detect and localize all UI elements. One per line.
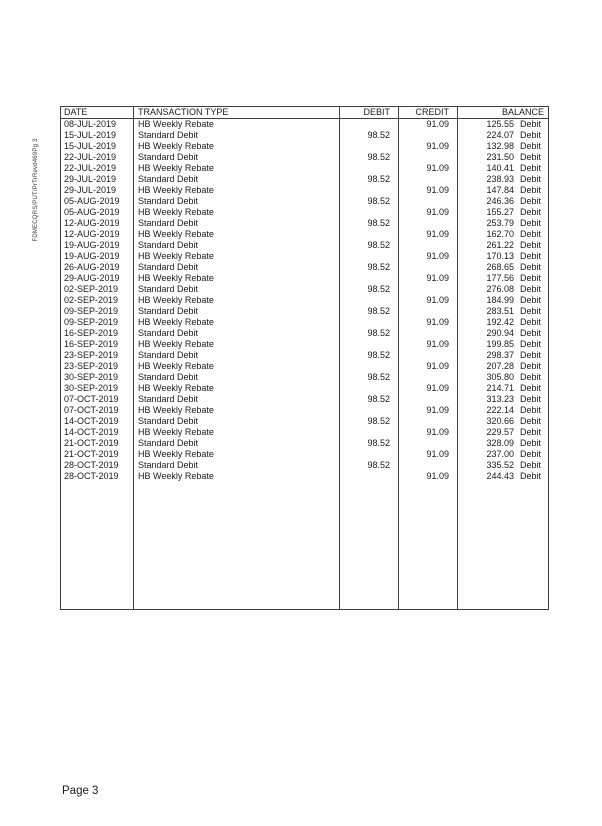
cell-credit (398, 152, 457, 163)
cell-date: 05-AUG-2019 (64, 196, 120, 206)
balance-suffix: Debit (520, 438, 542, 448)
header-credit: CREDIT (398, 107, 457, 118)
balance-amount: 132.98 (486, 141, 514, 151)
balance-amount: 305.80 (486, 372, 514, 382)
cell-date: 15-JUL-2019 (64, 130, 117, 140)
cell-balance (457, 284, 548, 295)
header-date: DATE (64, 107, 88, 117)
balance-suffix: Debit (520, 284, 542, 294)
table-row (61, 350, 548, 361)
table-row (61, 295, 548, 306)
table-row (61, 251, 548, 262)
cell-transaction-type: Standard Debit (133, 262, 339, 273)
balance-suffix: Debit (520, 383, 542, 393)
table-row (61, 119, 548, 130)
table-row (61, 273, 548, 284)
balance-amount: 207.28 (486, 361, 514, 371)
table-header-row (61, 107, 548, 119)
balance-suffix: Debit (520, 152, 542, 162)
cell-balance (457, 361, 548, 372)
cell-credit (398, 372, 457, 383)
cell-debit: 98.52 (339, 328, 398, 339)
balance-amount: 283.51 (486, 306, 514, 316)
cell-date: 14-OCT-2019 (64, 427, 119, 437)
cell-debit (339, 339, 398, 350)
cell-balance (457, 240, 548, 251)
balance-suffix: Debit (520, 317, 542, 327)
cell-date: 09-SEP-2019 (64, 306, 119, 316)
cell-transaction-type: Standard Debit (133, 174, 339, 185)
cell-transaction-type: HB Weekly Rebate (133, 119, 339, 130)
cell-credit: 91.09 (398, 449, 457, 460)
cell-credit: 91.09 (398, 163, 457, 174)
transaction-table (60, 106, 549, 610)
balance-amount: 335.52 (486, 460, 514, 470)
cell-credit (398, 328, 457, 339)
balance-amount: 246.36 (486, 196, 514, 206)
cell-transaction-type: Standard Debit (133, 328, 339, 339)
balance-suffix: Debit (520, 251, 542, 261)
cell-date: 21-OCT-2019 (64, 449, 119, 459)
cell-credit (398, 240, 457, 251)
cell-credit (398, 284, 457, 295)
cell-transaction-type: HB Weekly Rebate (133, 471, 339, 482)
cell-balance (457, 185, 548, 196)
cell-balance (457, 174, 548, 185)
table-row (61, 262, 548, 273)
cell-credit (398, 130, 457, 141)
cell-transaction-type: HB Weekly Rebate (133, 383, 339, 394)
cell-credit (398, 306, 457, 317)
table-row (61, 163, 548, 174)
balance-suffix: Debit (520, 174, 542, 184)
table-rows (61, 119, 548, 482)
cell-date: 29-JUL-2019 (64, 174, 117, 184)
cell-transaction-type: HB Weekly Rebate (133, 449, 339, 460)
cell-transaction-type: Standard Debit (133, 460, 339, 471)
table-row (61, 218, 548, 229)
cell-debit: 98.52 (339, 240, 398, 251)
cell-balance (457, 119, 548, 130)
balance-suffix: Debit (520, 306, 542, 316)
balance-suffix: Debit (520, 361, 542, 371)
cell-credit: 91.09 (398, 339, 457, 350)
cell-date: 30-SEP-2019 (64, 383, 119, 393)
cell-credit (398, 218, 457, 229)
cell-transaction-type: Standard Debit (133, 152, 339, 163)
cell-balance (457, 130, 548, 141)
empty-cell-date (61, 482, 133, 609)
table-row (61, 317, 548, 328)
cell-transaction-type: HB Weekly Rebate (133, 361, 339, 372)
balance-suffix: Debit (520, 207, 542, 217)
table-row (61, 449, 548, 460)
balance-amount: 244.43 (486, 471, 514, 481)
table-row (61, 152, 548, 163)
cell-date: 28-OCT-2019 (64, 471, 119, 481)
balance-suffix: Debit (520, 471, 542, 481)
cell-balance (457, 141, 548, 152)
table-row (61, 240, 548, 251)
balance-amount: 276.08 (486, 284, 514, 294)
balance-amount: 125.55 (486, 119, 514, 129)
balance-suffix: Debit (520, 449, 542, 459)
table-row (61, 460, 548, 471)
cell-credit: 91.09 (398, 207, 457, 218)
empty-cell-credit (398, 482, 457, 609)
cell-debit: 98.52 (339, 438, 398, 449)
cell-date: 28-OCT-2019 (64, 460, 119, 470)
cell-balance (457, 328, 548, 339)
cell-credit: 91.09 (398, 317, 457, 328)
balance-suffix: Debit (520, 427, 542, 437)
header-type: TRANSACTION TYPE (133, 107, 339, 118)
cell-debit (339, 163, 398, 174)
cell-debit: 98.52 (339, 262, 398, 273)
cell-balance (457, 317, 548, 328)
cell-debit (339, 427, 398, 438)
cell-credit: 91.09 (398, 251, 457, 262)
cell-date: 16-SEP-2019 (64, 339, 119, 349)
table-row (61, 284, 548, 295)
cell-balance (457, 383, 548, 394)
sidebar-document-reference: FDMECQRS/PUT/PrTrRevd469Pg 3 (33, 138, 39, 242)
cell-debit: 98.52 (339, 394, 398, 405)
balance-suffix: Debit (520, 273, 542, 283)
cell-credit (398, 394, 457, 405)
cell-balance (457, 152, 548, 163)
cell-date: 22-JUL-2019 (64, 163, 117, 173)
balance-amount: 253.79 (486, 218, 514, 228)
cell-date: 29-AUG-2019 (64, 273, 120, 283)
cell-debit (339, 405, 398, 416)
cell-debit (339, 317, 398, 328)
cell-transaction-type: HB Weekly Rebate (133, 185, 339, 196)
table-row (61, 427, 548, 438)
cell-credit (398, 350, 457, 361)
cell-debit (339, 383, 398, 394)
table-empty-area (61, 482, 548, 609)
cell-date: 22-JUL-2019 (64, 152, 117, 162)
cell-transaction-type: HB Weekly Rebate (133, 251, 339, 262)
cell-credit (398, 196, 457, 207)
cell-credit: 91.09 (398, 405, 457, 416)
cell-balance (457, 273, 548, 284)
table-row (61, 130, 548, 141)
table-row (61, 306, 548, 317)
cell-balance (457, 416, 548, 427)
cell-date: 07-OCT-2019 (64, 405, 119, 415)
cell-date: 05-AUG-2019 (64, 207, 120, 217)
cell-debit: 98.52 (339, 152, 398, 163)
cell-transaction-type: HB Weekly Rebate (133, 339, 339, 350)
table-row (61, 416, 548, 427)
cell-debit: 98.52 (339, 416, 398, 427)
cell-balance (457, 196, 548, 207)
cell-transaction-type: Standard Debit (133, 306, 339, 317)
cell-credit: 91.09 (398, 273, 457, 284)
cell-balance (457, 339, 548, 350)
table-row (61, 328, 548, 339)
cell-date: 02-SEP-2019 (64, 284, 119, 294)
cell-balance (457, 394, 548, 405)
cell-debit (339, 273, 398, 284)
balance-amount: 261.22 (486, 240, 514, 250)
cell-credit: 91.09 (398, 229, 457, 240)
balance-amount: 237.00 (486, 449, 514, 459)
cell-transaction-type: Standard Debit (133, 196, 339, 207)
cell-balance (457, 372, 548, 383)
balance-amount: 313.23 (486, 394, 514, 404)
cell-debit: 98.52 (339, 174, 398, 185)
cell-credit: 91.09 (398, 383, 457, 394)
cell-transaction-type: Standard Debit (133, 438, 339, 449)
balance-suffix: Debit (520, 405, 542, 415)
cell-credit: 91.09 (398, 295, 457, 306)
empty-cell-balance (457, 482, 548, 609)
cell-credit: 91.09 (398, 141, 457, 152)
cell-debit: 98.52 (339, 196, 398, 207)
balance-amount: 177.56 (486, 273, 514, 283)
cell-transaction-type: HB Weekly Rebate (133, 295, 339, 306)
balance-suffix: Debit (520, 196, 542, 206)
cell-credit (398, 262, 457, 273)
balance-suffix: Debit (520, 372, 542, 382)
table-row (61, 471, 548, 482)
cell-transaction-type: Standard Debit (133, 130, 339, 141)
cell-debit (339, 141, 398, 152)
balance-suffix: Debit (520, 229, 542, 239)
cell-date: 30-SEP-2019 (64, 372, 119, 382)
cell-date: 02-SEP-2019 (64, 295, 119, 305)
cell-debit (339, 185, 398, 196)
balance-suffix: Debit (520, 185, 542, 195)
cell-balance (457, 427, 548, 438)
cell-transaction-type: HB Weekly Rebate (133, 207, 339, 218)
balance-amount: 147.84 (486, 185, 514, 195)
cell-balance (457, 460, 548, 471)
balance-suffix: Debit (520, 262, 542, 272)
cell-credit: 91.09 (398, 119, 457, 130)
cell-balance (457, 350, 548, 361)
table-row (61, 339, 548, 350)
cell-debit (339, 471, 398, 482)
table-row (61, 196, 548, 207)
cell-balance (457, 306, 548, 317)
cell-date: 19-AUG-2019 (64, 251, 120, 261)
balance-amount: 229.57 (486, 427, 514, 437)
cell-debit: 98.52 (339, 350, 398, 361)
cell-debit (339, 251, 398, 262)
cell-balance (457, 163, 548, 174)
cell-transaction-type: Standard Debit (133, 240, 339, 251)
cell-debit (339, 229, 398, 240)
balance-amount: 320.66 (486, 416, 514, 426)
balance-suffix: Debit (520, 328, 542, 338)
balance-suffix: Debit (520, 163, 542, 173)
table-row (61, 405, 548, 416)
table-row (61, 361, 548, 372)
cell-date: 29-JUL-2019 (64, 185, 117, 195)
header-balance-label: BALANCE (501, 107, 544, 117)
balance-amount: 214.71 (486, 383, 514, 393)
cell-date: 09-SEP-2019 (64, 317, 119, 327)
cell-date: 23-SEP-2019 (64, 350, 119, 360)
cell-date: 26-AUG-2019 (64, 262, 120, 272)
balance-suffix: Debit (520, 295, 542, 305)
table-row (61, 141, 548, 152)
cell-transaction-type: HB Weekly Rebate (133, 317, 339, 328)
balance-amount: 155.27 (486, 207, 514, 217)
cell-transaction-type: Standard Debit (133, 284, 339, 295)
cell-debit (339, 119, 398, 130)
cell-balance (457, 295, 548, 306)
table-row (61, 394, 548, 405)
cell-credit (398, 438, 457, 449)
balance-amount: 298.37 (486, 350, 514, 360)
cell-balance (457, 207, 548, 218)
cell-credit: 91.09 (398, 185, 457, 196)
empty-cell-debit (339, 482, 398, 609)
balance-suffix: Debit (520, 460, 542, 470)
header-balance (457, 107, 548, 118)
balance-amount: 231.50 (486, 152, 514, 162)
cell-balance (457, 251, 548, 262)
cell-date: 12-AUG-2019 (64, 229, 120, 239)
cell-transaction-type: HB Weekly Rebate (133, 427, 339, 438)
cell-transaction-type: HB Weekly Rebate (133, 141, 339, 152)
balance-amount: 290.94 (486, 328, 514, 338)
table-row (61, 229, 548, 240)
header-debit: DEBIT (339, 107, 398, 118)
cell-transaction-type: Standard Debit (133, 350, 339, 361)
cell-credit (398, 174, 457, 185)
balance-suffix: Debit (520, 350, 542, 360)
cell-balance (457, 438, 548, 449)
cell-transaction-type: Standard Debit (133, 372, 339, 383)
cell-debit (339, 449, 398, 460)
balance-suffix: Debit (520, 141, 542, 151)
cell-credit (398, 416, 457, 427)
cell-balance (457, 262, 548, 273)
cell-date: 08-JUL-2019 (64, 119, 117, 129)
cell-transaction-type: HB Weekly Rebate (133, 229, 339, 240)
balance-suffix: Debit (520, 240, 542, 250)
balance-amount: 199.85 (486, 339, 514, 349)
cell-credit: 91.09 (398, 427, 457, 438)
cell-credit (398, 460, 457, 471)
balance-amount: 170.13 (486, 251, 514, 261)
balance-amount: 222.14 (486, 405, 514, 415)
cell-date: 23-SEP-2019 (64, 361, 119, 371)
cell-debit: 98.52 (339, 306, 398, 317)
table-row (61, 383, 548, 394)
balance-suffix: Debit (520, 218, 542, 228)
cell-balance (457, 218, 548, 229)
cell-balance (457, 449, 548, 460)
cell-debit: 98.52 (339, 130, 398, 141)
balance-suffix: Debit (520, 416, 542, 426)
cell-debit: 98.52 (339, 372, 398, 383)
cell-debit: 98.52 (339, 284, 398, 295)
cell-transaction-type: HB Weekly Rebate (133, 163, 339, 174)
balance-amount: 268.65 (486, 262, 514, 272)
balance-amount: 238.93 (486, 174, 514, 184)
balance-amount: 162.70 (486, 229, 514, 239)
cell-date: 12-AUG-2019 (64, 218, 120, 228)
empty-cell-type (133, 482, 339, 609)
balance-amount: 140.41 (486, 163, 514, 173)
balance-amount: 224.07 (486, 130, 514, 140)
cell-debit (339, 207, 398, 218)
cell-date: 14-OCT-2019 (64, 416, 119, 426)
cell-transaction-type: Standard Debit (133, 218, 339, 229)
cell-credit: 91.09 (398, 361, 457, 372)
balance-amount: 184.99 (486, 295, 514, 305)
cell-debit: 98.52 (339, 218, 398, 229)
balance-suffix: Debit (520, 394, 542, 404)
cell-balance (457, 471, 548, 482)
cell-date: 19-AUG-2019 (64, 240, 120, 250)
cell-credit: 91.09 (398, 471, 457, 482)
table-row (61, 174, 548, 185)
cell-date: 21-OCT-2019 (64, 438, 119, 448)
balance-suffix: Debit (520, 130, 542, 140)
cell-debit (339, 361, 398, 372)
cell-transaction-type: HB Weekly Rebate (133, 405, 339, 416)
balance-amount: 192.42 (486, 317, 514, 327)
table-row (61, 372, 548, 383)
cell-transaction-type: Standard Debit (133, 416, 339, 427)
balance-amount: 328.09 (486, 438, 514, 448)
table-row (61, 207, 548, 218)
cell-transaction-type: Standard Debit (133, 394, 339, 405)
cell-transaction-type: HB Weekly Rebate (133, 273, 339, 284)
table-row (61, 438, 548, 449)
cell-balance (457, 229, 548, 240)
balance-suffix: Debit (520, 339, 542, 349)
cell-debit (339, 295, 398, 306)
cell-date: 07-OCT-2019 (64, 394, 119, 404)
cell-date: 15-JUL-2019 (64, 141, 117, 151)
cell-balance (457, 405, 548, 416)
cell-date: 16-SEP-2019 (64, 328, 119, 338)
cell-debit: 98.52 (339, 460, 398, 471)
balance-suffix: Debit (520, 119, 542, 129)
table-row (61, 185, 548, 196)
page-number-footer: Page 3 (62, 785, 99, 797)
